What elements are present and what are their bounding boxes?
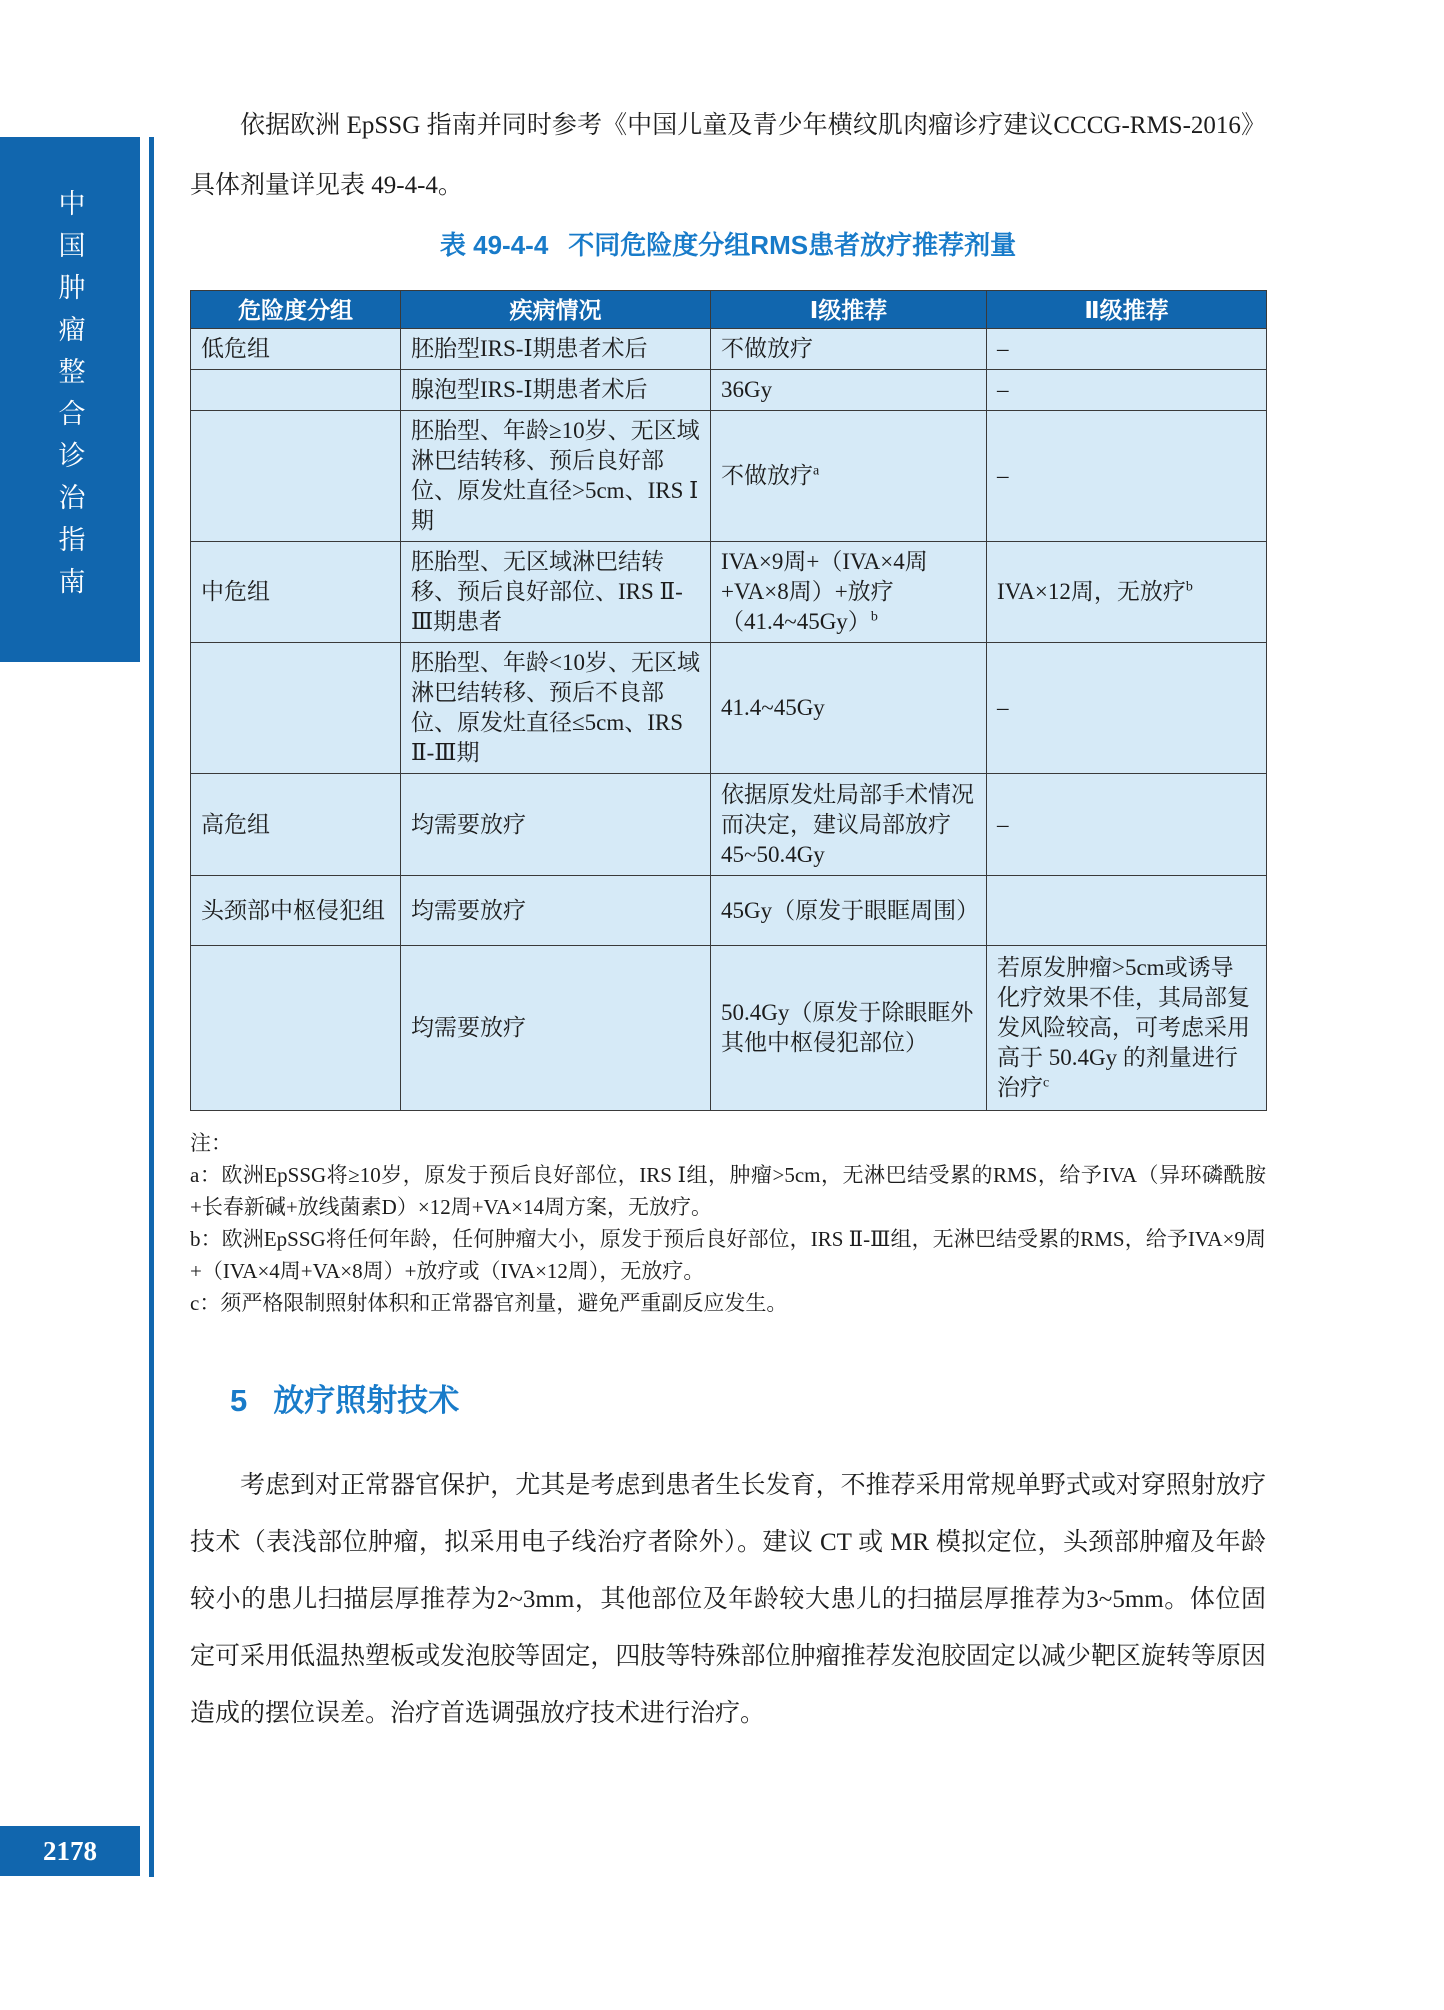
cell-text: 均需要放疗 (411, 897, 526, 923)
notes-section (190, 1127, 1266, 1319)
table-cell (401, 946, 711, 1111)
table-cell (401, 370, 711, 411)
table-cell (711, 370, 987, 411)
table-row (191, 643, 1267, 774)
table-row (191, 946, 1267, 1111)
cell-text: 50.4Gy（原发于除眼眶外其他中枢侵犯部位） (721, 1000, 974, 1055)
cell-text: 均需要放疗 (411, 811, 526, 837)
cell-text: 胚胎型IRS-Ⅰ期患者术后 (411, 336, 648, 361)
cell-sup: c (1043, 1075, 1050, 1091)
col-header-level2: Ⅱ级推荐 (987, 291, 1267, 329)
cell-text: – (997, 377, 1009, 402)
table-cell (401, 329, 711, 370)
table-cell (987, 411, 1267, 542)
note-c: c：须严格限制照射体积和正常器官剂量，避免严重副反应发生。 (190, 1291, 788, 1315)
table-row (191, 542, 1267, 643)
cell-text: – (997, 463, 1009, 488)
table-row (191, 329, 1267, 370)
table-cell (711, 774, 987, 876)
section-number: 5 (230, 1383, 248, 1418)
cell-text: 依据原发灶局部手术情况而决定，建议局部放疗 45~50.4Gy (721, 781, 974, 867)
table-title-text: 不同危险度分组RMS患者放疗推荐剂量 (568, 230, 1017, 260)
cell-text: 不做放疗 (721, 336, 813, 361)
cell-text: 中危组 (201, 579, 270, 604)
table-cell (191, 329, 401, 370)
note-b: b：欧洲EpSSG将任何年龄，任何肿瘤大小，原发于预后良好部位，IRS Ⅱ-Ⅲ组，无淋巴结受累的RMS，给予IVA×9周+（IVA×4周+VA×8周）+放疗或（IVA×12周），无放疗。 (190, 1227, 1266, 1283)
col-header-risk-group: 危险度分组 (191, 291, 401, 329)
table-cell (987, 542, 1267, 643)
table-cell (191, 542, 401, 643)
cell-text: 45Gy（原发于眼眶周围） (721, 897, 980, 923)
table-cell (401, 542, 711, 643)
table-cell (711, 946, 987, 1111)
table-cell (987, 329, 1267, 370)
cell-text: 胚胎型、年龄≥10岁、无区域淋巴结转移、预后良好部位、原发灶直径>5cm、IRS Ⅰ期 (411, 418, 700, 533)
cell-text: IVA×9周+（IVA×4周+VA×8周）+放疗（41.4~45Gy） (721, 549, 928, 634)
cell-text: 胚胎型、年龄<10岁、无区域淋巴结转移、预后不良部位、原发灶直径≤5cm、IRS Ⅱ-Ⅲ期 (411, 650, 700, 765)
table-cell (401, 643, 711, 774)
section-title: 放疗照射技术 (273, 1383, 460, 1418)
table-header-row (191, 291, 1267, 329)
col-header-level1: Ⅰ级推荐 (711, 291, 987, 329)
table-row (191, 774, 1267, 876)
table-cell (987, 774, 1267, 876)
section-heading (230, 1381, 1266, 1421)
book-title-vertical: 中国肿瘤整合诊治指南 (54, 189, 85, 609)
table-title (190, 228, 1266, 262)
dose-table (190, 290, 1267, 1111)
table-cell (987, 643, 1267, 774)
table-title-label: 表 49-4-4 (439, 230, 549, 260)
cell-text: 不做放疗 (721, 463, 813, 488)
vertical-rule (149, 137, 154, 1877)
cell-text: 36Gy (721, 377, 773, 402)
table-cell (987, 946, 1267, 1111)
table-cell (191, 643, 401, 774)
intro-paragraph: 依据欧洲 EpSSG 指南并同时参考《中国儿童及青少年横纹肌肉瘤诊疗建议CCCG-RMS-2016》具体剂量详见表 49-4-4。 (190, 112, 1266, 199)
table-cell (191, 774, 401, 876)
table-cell (711, 643, 987, 774)
table-cell (191, 411, 401, 542)
cell-text: – (997, 811, 1009, 837)
cell-text: 均需要放疗 (411, 1015, 526, 1040)
cell-text: – (997, 336, 1009, 361)
table-cell (401, 876, 711, 946)
table-cell (711, 411, 987, 542)
table-cell (191, 946, 401, 1111)
cell-sup: b (1185, 579, 1193, 595)
cell-text: – (997, 695, 1009, 720)
cell-text: 若原发肿瘤>5cm或诱导化疗效果不佳，其局部复发风险较高，可考虑采用高于 50.4Gy 的剂量进行治疗 (997, 955, 1250, 1100)
table-cell (711, 876, 987, 946)
cell-sup: a (813, 463, 820, 479)
note-a: a：欧洲EpSSG将≥10岁，原发于预后良好部位，IRS Ⅰ组，肿瘤>5cm，无淋巴结受累的RMS，给予IVA（异环磷酰胺+长春新碱+放线菌素D）×12周+VA×14周方案，无放疗。 (190, 1163, 1266, 1219)
cell-text: IVA×12周，无放疗 (997, 579, 1186, 604)
body-paragraph: 考虑到对正常器官保护，尤其是考虑到患者生长发育，不推荐采用常规单野式或对穿照射放疗技术（表浅部位肿瘤，拟采用电子线治疗者除外）。建议 CT 或 MR 模拟定位，头颈部肿瘤及年龄较小的患儿扫描层厚推荐为2~3mm，其他部位及年龄较大患儿的扫描层厚推荐为3~5mm。体位固定可采用低温热塑板或发泡胶等固定，四肢等特殊部位肿瘤推荐发泡胶固定以减少靶区旋转等原因造成的摆位误差。治疗首选调强放疗技术进行治疗。 (190, 1472, 1266, 1727)
table-cell (711, 329, 987, 370)
table-row (191, 876, 1267, 946)
table-cell (401, 411, 711, 542)
table-cell (191, 370, 401, 411)
table-row (191, 411, 1267, 542)
cell-text: 高危组 (201, 811, 270, 837)
table-row (191, 370, 1267, 411)
table-cell (191, 876, 401, 946)
cell-text: 头颈部中枢侵犯组 (201, 897, 385, 923)
page-number-box (0, 1826, 140, 1876)
table-cell (987, 370, 1267, 411)
cell-sup: b (870, 609, 878, 625)
table-cell (401, 774, 711, 876)
sidebar (0, 137, 140, 662)
page-number: 2178 (43, 1835, 97, 1866)
table-cell (987, 876, 1267, 946)
table-cell (711, 542, 987, 643)
notes-label: 注： (190, 1131, 232, 1155)
cell-text: 低危组 (201, 336, 270, 361)
cell-text: 41.4~45Gy (721, 695, 825, 720)
main-content (190, 96, 1266, 1742)
cell-text: 胚胎型、无区域淋巴结转移、预后良好部位、IRS Ⅱ-Ⅲ期患者 (411, 549, 683, 634)
col-header-disease: 疾病情况 (401, 291, 711, 329)
cell-text: 腺泡型IRS-Ⅰ期患者术后 (411, 377, 648, 402)
